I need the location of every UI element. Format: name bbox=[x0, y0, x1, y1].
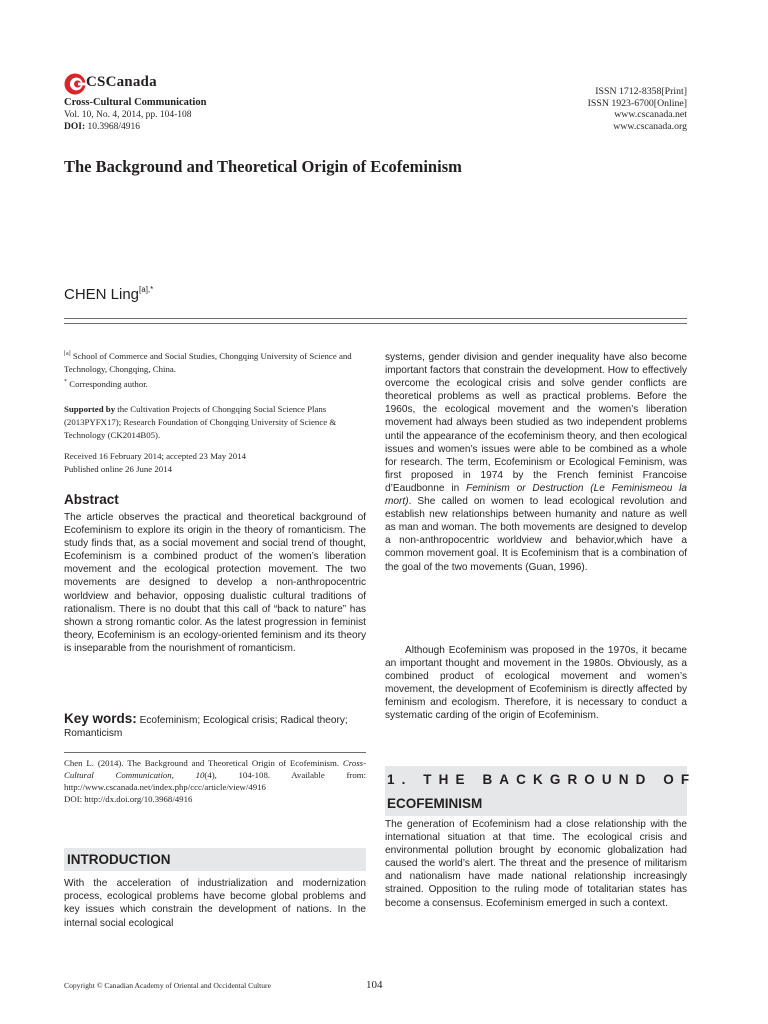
body-paragraph-3: The generation of Ecofeminism had a close relationship with the international situation at that time. The ecological crisis and environmental pollution brought by economic globalization had caused the world’s alert. The threat and the presence of militarism and nationalism have made national relationship increasingly strained. Opposition to the ruling mode of totalitarian states has become a consensus. Ecofeminism emerged in such a context. bbox=[385, 819, 687, 909]
keywords bbox=[64, 712, 366, 740]
cscanada-logo-icon bbox=[64, 73, 86, 95]
citation-volume: 10 bbox=[195, 770, 205, 780]
citation-url[interactable]: (4), 104-108. Available from: http://www.cscanada.net/index.php/ccc/article/view/4916 bbox=[64, 770, 366, 792]
publisher-logo-text: CSCanada bbox=[86, 74, 157, 90]
author-name: CHEN Ling bbox=[64, 286, 140, 303]
published-date: Published online 26 June 2014 bbox=[64, 463, 173, 474]
issn-online: ISSN 1923-6700[Online] bbox=[587, 97, 687, 109]
affiliation-text: School of Commerce and Social Studies, Chongqing University of Science and Technology, Chongqing, China. bbox=[64, 350, 352, 374]
section-heading-line-1: 1. THE BACKGROUND OF bbox=[387, 772, 697, 787]
section-heading-line-2: ECOFEMINISM bbox=[387, 796, 483, 811]
cited-work-title: Feminism or Destruction (Le Feminismeou la mort) bbox=[385, 482, 687, 508]
affiliation-marker: [a] bbox=[64, 351, 71, 357]
paragraph-1-text-continued: . She called on women to lead ecological revolution and establish new relationships between humanity and nature as well as man and woman. The both movements are designed to develop a non-anthropocentric worldview and behavior,which have a common movement goal. It is Ecofeminism that is a combination of the goal of the two movements (Guan, 1996). bbox=[385, 496, 687, 573]
author bbox=[64, 286, 153, 303]
citation-text: Chen L. (2014). The Background and Theoretical Origin of Ecofeminism. bbox=[64, 758, 343, 768]
journal-name: Cross-Cultural Communication bbox=[64, 97, 207, 108]
body-paragraph-1 bbox=[385, 351, 687, 574]
website-org-link[interactable]: www.cscanada.org bbox=[613, 120, 687, 132]
keywords-text: Ecofeminism; Ecological crisis; Radical theory; Romanticism bbox=[64, 715, 348, 740]
body-paragraph-2: Although Ecofeminism was proposed in the 1970s, it became an important thought and movement in the 1980s. Obviously, as a combined product of ecological movement and women’s movement, the development of Ecofeminism is directly affected by feminism and ecologism. Therefore, it is necessary to conduct a systematic carding of the origin of Ecofeminism. bbox=[385, 645, 687, 722]
received-date: Received 16 February 2014; accepted 23 May 2014 bbox=[64, 451, 246, 461]
citation-divider bbox=[64, 752, 366, 753]
publication-dates bbox=[64, 450, 366, 476]
corresponding-author: Corresponding author. bbox=[69, 378, 148, 389]
divider-top bbox=[64, 318, 687, 319]
keywords-label: Key words: bbox=[64, 711, 137, 726]
divider-bottom bbox=[64, 323, 687, 324]
paragraph-1-text: systems, gender division and gender inequality have also become important factors that constrain the development. How to effectively overcome the ecological crisis and solve gender conflicts are theoretical problems as well as practical problems. Before the 1960s, the ecological movement and the women’s liberation movement had always been studied as two independent problems until the appearance of the ecofeminism theory, and then ecological issues and women’s issues were able to be combined as a whole for research. The term, Ecofeminism or Ecological Feminism, was first proposed in 1974 by the French feminist Francoise d’Eaudbonne in bbox=[385, 352, 687, 494]
page-number: 104 bbox=[366, 979, 383, 991]
corresponding-marker: * bbox=[64, 378, 67, 385]
citation-separator: , bbox=[171, 770, 196, 780]
paper-title: The Background and Theoretical Origin of Ecofeminism bbox=[64, 157, 462, 176]
citation-doi-link[interactable]: DOI: http://dx.doi.org/10.3968/4916 bbox=[64, 794, 193, 804]
doi-label: DOI: bbox=[64, 122, 86, 132]
volume-info: Vol. 10, No. 4, 2014, pp. 104-108 bbox=[64, 110, 192, 120]
supported-text: the Cultivation Projects of Chongqing Social Science Plans (2013PYFX17); Research Foundation of Chongqing University of Science & Technology (CK2014B05). bbox=[64, 404, 337, 440]
doi-value: 10.3968/4916 bbox=[87, 122, 141, 132]
introduction-body: With the acceleration of industrialization and modernization process, ecological problems have become global problems and key issues which constrain the development of nations. In the internal social ecological bbox=[64, 878, 366, 929]
issn-print: ISSN 1712-8358[Print] bbox=[595, 86, 687, 97]
supported-label: Supported by bbox=[64, 404, 116, 414]
abstract-heading: Abstract bbox=[64, 492, 119, 507]
citation-journal: Cross-Cultural Communication bbox=[64, 758, 366, 780]
issn-block bbox=[588, 86, 687, 132]
introduction-heading: INTRODUCTION bbox=[67, 852, 171, 867]
copyright-notice: Copyright © Canadian Academy of Oriental and Occidental Culture bbox=[64, 981, 271, 990]
funding-note bbox=[64, 403, 366, 441]
affiliation bbox=[64, 348, 366, 390]
doi-line bbox=[64, 122, 140, 132]
abstract-body: The article observes the practical and theoretical background of Ecofeminism to explore its origin in the theory of romanticism. The study finds that, as a social movement and social trend of thought, Ecofeminism is a combined product of the women’s liberation movement and the ecological protection movement. The two movements are designed to develop a non-anthropocentric worldview and behavior, opposing dualistic cultural traditions of rationalism. There is no doubt that this call of “back to nature” has shown a strong romantic color. As the latest progression in feminist theory, Ecofeminism is an ecology-oriented feminism and its theory is inseparable from the nourishment of romanticism. bbox=[64, 512, 366, 654]
website-net-link[interactable]: www.cscanada.net bbox=[614, 109, 687, 121]
citation bbox=[64, 757, 366, 805]
author-superscript: [a],* bbox=[139, 285, 154, 294]
